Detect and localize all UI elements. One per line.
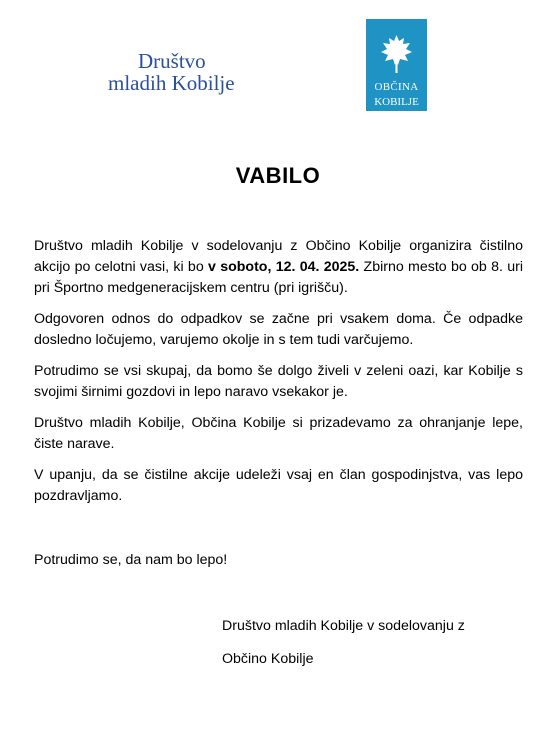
paragraph-3: Potrudimo se vsi skupaj, da bomo še dolgo živeli v zeleni oazi, kar Kobilje s svojimi širnimi gozdovi in lepo naravo vsekakor je. bbox=[34, 363, 523, 400]
leaf-icon bbox=[380, 33, 413, 75]
logo-right-line2: KOBILJE bbox=[374, 96, 419, 108]
drustvo-mladih-logo bbox=[108, 50, 248, 94]
signature-line-1: Društvo mladih Kobilje v sodelovanju z bbox=[222, 618, 465, 634]
paragraph-4: Društvo mladih Kobilje, Občina Kobilje si prizadevamo za ohranjanje lepe, čiste narave. bbox=[34, 415, 523, 452]
logo-left-line1: Društvo bbox=[138, 49, 206, 73]
logo-left-line2: mladih Kobilje bbox=[108, 71, 235, 95]
paragraph-1-end: Zbirno mesto bo ob 8. uri pri Športno medgeneracijskem centru (pri igrišču). bbox=[34, 259, 524, 296]
signature-line-2: Občino Kobilje bbox=[222, 651, 314, 667]
obcina-kobilje-logo bbox=[366, 19, 427, 111]
event-date: v soboto, 12. 04. 2025. bbox=[208, 259, 360, 275]
letter-body bbox=[34, 236, 523, 517]
closing-line: Potrudimo se, da nam bo lepo! bbox=[34, 552, 228, 568]
page-title: VABILO bbox=[235, 163, 321, 188]
paragraph-1-start: Društvo mladih Kobilje v sodelovanju z Občino Kobilje organizira čistilno akcijo po celotni vasi, ki bo bbox=[34, 238, 523, 275]
paragraph-1 bbox=[34, 236, 523, 299]
logo-right-line1: OBČINA bbox=[374, 81, 419, 93]
paragraph-2: Odgovoren odnos do odpadkov se začne pri vsakem doma. Če odpadke dosledno ločujemo, varujemo okolje in s tem tudi varčujemo. bbox=[34, 311, 523, 348]
paragraph-5: V upanju, da se čistilne akcije udeleži vsaj en član gospodinjstva, vas lepo pozdravljamo. bbox=[34, 467, 523, 504]
